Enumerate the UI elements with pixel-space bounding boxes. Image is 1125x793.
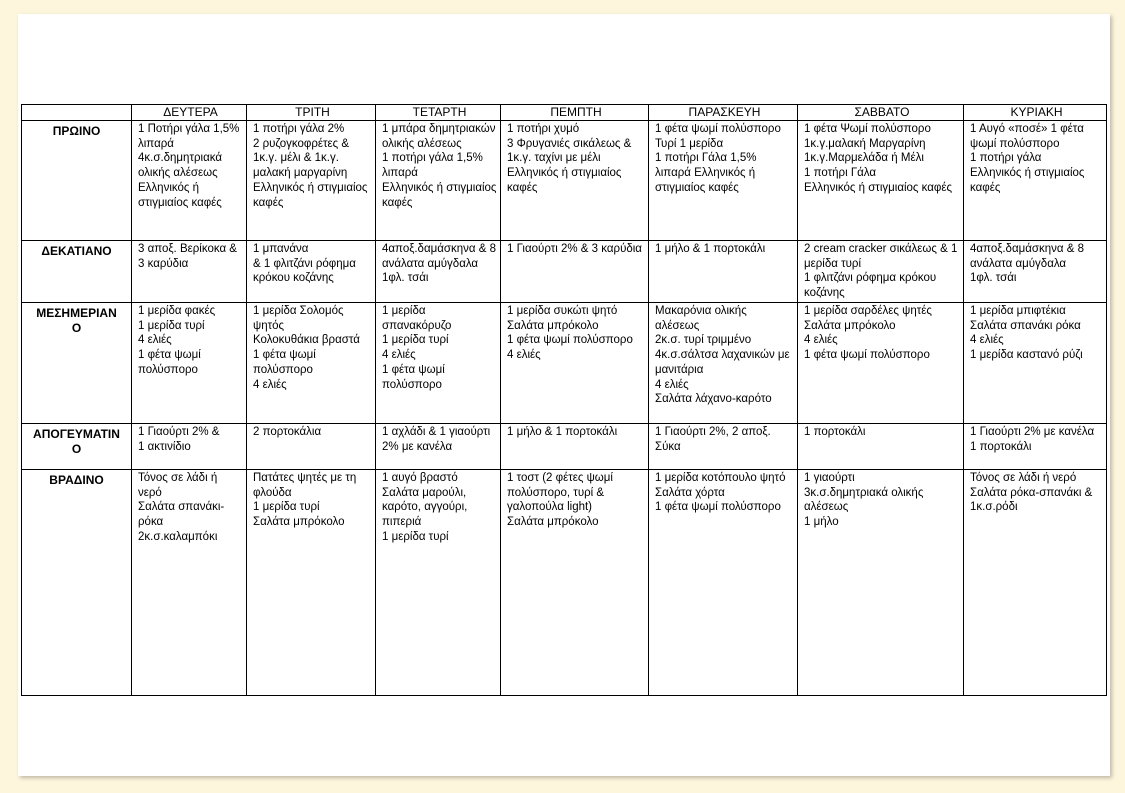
meal-cell — [501, 241, 649, 303]
meal-item: Ελληνικός ή στιγμιαίος καφές — [970, 167, 1085, 194]
meal-item: 1 αχλάδι & 1 γιαούρτι 2% με κανέλα — [382, 426, 491, 453]
meal-item: 1 μπάρα δημητριακών ολικής αλέσεως — [382, 123, 496, 150]
meal-item: 1 μερίδα συκώτι ψητό — [507, 305, 618, 317]
meal-row — [22, 121, 1107, 241]
meal-cell — [501, 121, 649, 241]
meal-item: 1 Ποτήρι γάλα 1,5% λιπαρά — [138, 123, 240, 150]
meal-item: Σαλάτα μπρόκολο — [507, 516, 599, 529]
meal-item: 4κ.σ.σάλτσα λαχανικών με μανιτάρια — [655, 349, 790, 376]
meal-item: 1 μερίδα σαρδέλες ψητές — [804, 305, 932, 317]
meal-cell — [649, 121, 798, 241]
meal-item: 1κ.γ.μαλακή Μαργαρίνη — [804, 137, 926, 150]
meal-item: 1 αυγό βραστό — [382, 472, 458, 484]
meal-item: 1 φέτα ψωμί πολύσπορο — [382, 363, 445, 391]
day-header: ΚΥΡΙΑΚΗ — [964, 105, 1107, 121]
meal-item: 1 μήλο — [804, 516, 839, 529]
meal-cell — [649, 424, 798, 470]
meal-label: ΒΡΑΔΙΝΟ — [22, 470, 132, 696]
meal-item: 1κ.γ.Μαρμελάδα ή Μέλι — [804, 152, 924, 165]
meal-label: ΔΕΚΑΤΙΑΝΟ — [22, 241, 132, 303]
meal-cell — [376, 424, 501, 470]
meal-item: Σαλάτα ρόκα-σπανάκι & 1κ.σ.ρόδι — [970, 486, 1093, 514]
meal-item: 1 μερίδα φακές — [138, 305, 216, 317]
corner-cell — [22, 105, 132, 121]
meal-cell — [501, 303, 649, 424]
meal-item: 4 ελιές — [970, 334, 1004, 347]
meal-item: Τόνος σε λάδι ή νερό — [138, 472, 218, 499]
meal-item: 4 ελιές — [507, 349, 541, 362]
meal-item: Ελληνικός ή στιγμιαίος καφές — [804, 181, 953, 194]
meal-cell — [247, 424, 376, 470]
meal-item: 4 ελιές — [655, 378, 689, 391]
meal-item: 1 μερίδα τυρί — [382, 530, 449, 543]
day-header: ΠΕΜΠΤΗ — [501, 105, 649, 121]
meal-item: Σαλάτα μπρόκολο — [507, 319, 599, 332]
meal-cell — [798, 424, 964, 470]
meal-item: 4αποξ.δαμάσκηνα & 8 ανάλατα αμύγδαλα — [970, 243, 1084, 270]
meal-cell — [649, 241, 798, 303]
meal-cell — [376, 121, 501, 241]
meal-cell — [501, 424, 649, 470]
meal-item: Ελληνικός ή στιγμιαίος καφές — [507, 167, 622, 194]
meal-item: Σαλάτα σπανάκι-ρόκα — [138, 501, 225, 529]
meal-item: 2 πορτοκάλια — [253, 426, 322, 438]
meal-item: 1 μερίδα μπιφτέκια — [970, 305, 1066, 317]
meal-cell — [964, 470, 1107, 696]
meal-item: Τυρί 1 μερίδα — [655, 137, 724, 150]
meal-item: Σαλάτα σπανάκι ρόκα — [970, 319, 1081, 332]
meal-cell — [376, 470, 501, 696]
meal-item: 2 cream cracker σικάλεως & 1 μερίδα τυρί — [804, 243, 958, 270]
meal-item: 1 ποτήρι Γάλα 1,5% λιπαρά Ελληνικός ή στιγμιαίος καφές — [655, 152, 757, 194]
meal-item: 1 ποτήρι Γάλα — [804, 167, 877, 180]
meal-item: 1 Γιαούρτι 2% & 3 καρύδια — [507, 243, 642, 255]
meal-row — [22, 241, 1107, 303]
meal-cell — [376, 241, 501, 303]
meal-item: 4 ελιές — [138, 334, 172, 347]
meal-item: 1 Αυγό «ποσέ» 1 φέτα ψωμί πολύσπορο — [970, 123, 1084, 150]
meal-cell — [247, 303, 376, 424]
meal-item: 3 Φρυγανιές σικάλεως & 1κ.γ. ταχίνι με μέλι — [507, 137, 632, 165]
meal-item: Σαλάτα μαρούλι, καρότο, αγγούρι, πιπεριά — [382, 486, 468, 529]
meal-item: Σαλάτα λάχανο-καρότο — [655, 393, 772, 406]
meal-item: 1 Γιαούρτι 2% & — [138, 426, 220, 438]
meal-item: 1 τοστ (2 φέτες ψωμί πολύσπορο, τυρί & γαλοπούλα light) — [507, 472, 613, 514]
meal-item: Σαλάτα μπρόκολο — [804, 319, 896, 332]
meal-item: 3 αποξ. Βερίκοκα & 3 καρύδια — [138, 243, 237, 270]
meal-cell — [964, 121, 1107, 241]
meal-item: 1 μερίδα τυρί — [138, 319, 205, 332]
meal-item: Ελληνικός ή στιγμιαίος καφές — [382, 181, 497, 209]
day-header: ΤΡΙΤΗ — [247, 105, 376, 121]
meal-item: 3κ.σ.δημητριακά ολικής αλέσεως — [804, 486, 924, 514]
meal-row — [22, 470, 1107, 696]
meal-item: 1 ποτήρι γάλα — [970, 152, 1042, 165]
day-header: ΤΕΤΑΡΤΗ — [376, 105, 501, 121]
meal-item: Τόνος σε λάδι ή νερό — [970, 472, 1077, 484]
meal-row — [22, 424, 1107, 470]
meal-item: Ελληνικός ή στιγμιαίος καφές — [138, 181, 222, 209]
day-header: ΔΕΥΤΕΡΑ — [132, 105, 247, 121]
meal-cell — [649, 303, 798, 424]
meal-item: 1 Γιαούρτι 2%, 2 αποξ. Σύκα — [655, 426, 771, 453]
meal-label: ΠΡΩΙΝΟ — [22, 121, 132, 241]
meal-item: 1 φέτα Ψωμί πολύσπορο — [804, 123, 931, 135]
meal-item: 1 γιαούρτι — [804, 472, 855, 484]
meal-item: Κολοκυθάκια βραστά — [253, 334, 360, 347]
day-header: ΣΑΒΒΑΤΟ — [798, 105, 964, 121]
meal-row — [22, 303, 1107, 424]
meal-item: 1 μήλο & 1 πορτοκάλι — [655, 243, 766, 255]
meal-item: 1 ακτινίδιο — [138, 440, 191, 453]
meal-item: Σαλάτα χόρτα — [655, 486, 725, 499]
meal-item: 4 ελιές — [382, 349, 416, 362]
meal-item: 1 μήλο & 1 πορτοκάλι — [507, 426, 618, 438]
meal-cell — [964, 424, 1107, 470]
meal-item: 1 μερίδα Σολομός ψητός — [253, 305, 344, 332]
meal-item: 4 ελιές — [804, 334, 838, 347]
meal-cell — [132, 241, 247, 303]
document-page — [18, 14, 1110, 776]
meal-cell — [798, 470, 964, 696]
meal-cell — [132, 470, 247, 696]
meal-item: 2κ.σ.καλαμπόκι — [138, 530, 218, 543]
meal-item: 1φλ. τσάι — [970, 272, 1017, 285]
weekly-meal-plan-table — [21, 104, 1107, 696]
meal-cell — [247, 241, 376, 303]
meal-item: & 1 φλιτζάνι ρόφημα κρόκου κοζάνης — [253, 257, 356, 285]
meal-item: 4 ελιές — [253, 378, 287, 391]
header-row — [22, 105, 1107, 121]
meal-item: 2 ρυζογκοφρέτες & 1κ.γ. μέλι & 1κ.γ. μαλακή μαργαρίνη — [253, 137, 350, 180]
meal-item: Ελληνικός ή στιγμιαίος καφές — [253, 181, 368, 209]
meal-cell — [132, 303, 247, 424]
meal-item: Πατάτες ψητές με τη φλούδα — [253, 472, 357, 499]
meal-item: 1 φέτα ψωμί πολύσπορο — [138, 349, 201, 376]
meal-item: 1 πορτοκάλι — [970, 440, 1032, 453]
meal-item: 1 μερίδα καστανό ρύζι — [970, 349, 1083, 362]
meal-cell — [501, 470, 649, 696]
meal-item: 4κ.σ.δημητριακά ολικής αλέσεως — [138, 152, 222, 180]
meal-item: 1 μερίδα τυρί — [382, 334, 449, 347]
meal-item: 1φλ. τσάι — [382, 272, 429, 285]
meal-item: 1 φέτα ψωμί πολύσπορο — [507, 334, 633, 347]
meal-label: ΜΕΣΗΜΕΡΙΑΝ Ο — [22, 303, 132, 424]
meal-item: 1 ποτήρι γάλα 2% — [253, 123, 345, 135]
meal-item: 1 μπανάνα — [253, 243, 309, 255]
meal-cell — [247, 470, 376, 696]
meal-item: 1 ποτήρι γάλα 1,5% λιπαρά — [382, 152, 483, 180]
meal-item: 1 φέτα ψωμί πολύσπορο — [804, 349, 930, 362]
day-header: ΠΑΡΑΣΚΕΥΗ — [649, 105, 798, 121]
meal-cell — [964, 303, 1107, 424]
meal-cell — [649, 470, 798, 696]
meal-cell — [798, 241, 964, 303]
meal-cell — [964, 241, 1107, 303]
meal-item: 1 Γιαούρτι 2% με κανέλα — [970, 426, 1095, 438]
meal-cell — [132, 121, 247, 241]
meal-item: 1 φέτα ψωμί πολύσπορο — [253, 349, 316, 376]
meal-cell — [247, 121, 376, 241]
meal-item: 2κ.σ. τυρί τριμμένο — [655, 334, 752, 347]
meal-item: 1 ποτήρι χυμό — [507, 123, 580, 135]
meal-item: 1 μερίδα σπανακόρυζο — [382, 305, 452, 332]
meal-item: 1 φέτα ψωμί πολύσπορο — [655, 123, 781, 135]
meal-item: 1 πορτοκάλι — [804, 426, 866, 438]
meal-item: 1 φλιτζάνι ρόφημα κρόκου κοζάνης — [804, 272, 937, 300]
meal-cell — [798, 303, 964, 424]
meal-cell — [798, 121, 964, 241]
meal-item: 1 μερίδα τυρί — [253, 501, 320, 514]
meal-cell — [376, 303, 501, 424]
meal-label: ΑΠΟΓΕΥΜΑΤΙΝ Ο — [22, 424, 132, 470]
meal-item: 4αποξ.δαμάσκηνα & 8 ανάλατα αμύγδαλα — [382, 243, 496, 270]
meal-item: Μακαρόνια ολικής αλέσεως — [655, 305, 747, 332]
meal-cell — [132, 424, 247, 470]
meal-item: Σαλάτα μπρόκολο — [253, 516, 345, 529]
meal-item: 1 μερίδα κοτόπουλο ψητό — [655, 472, 786, 484]
meal-item: 1 φέτα ψωμί πολύσπορο — [655, 501, 781, 514]
